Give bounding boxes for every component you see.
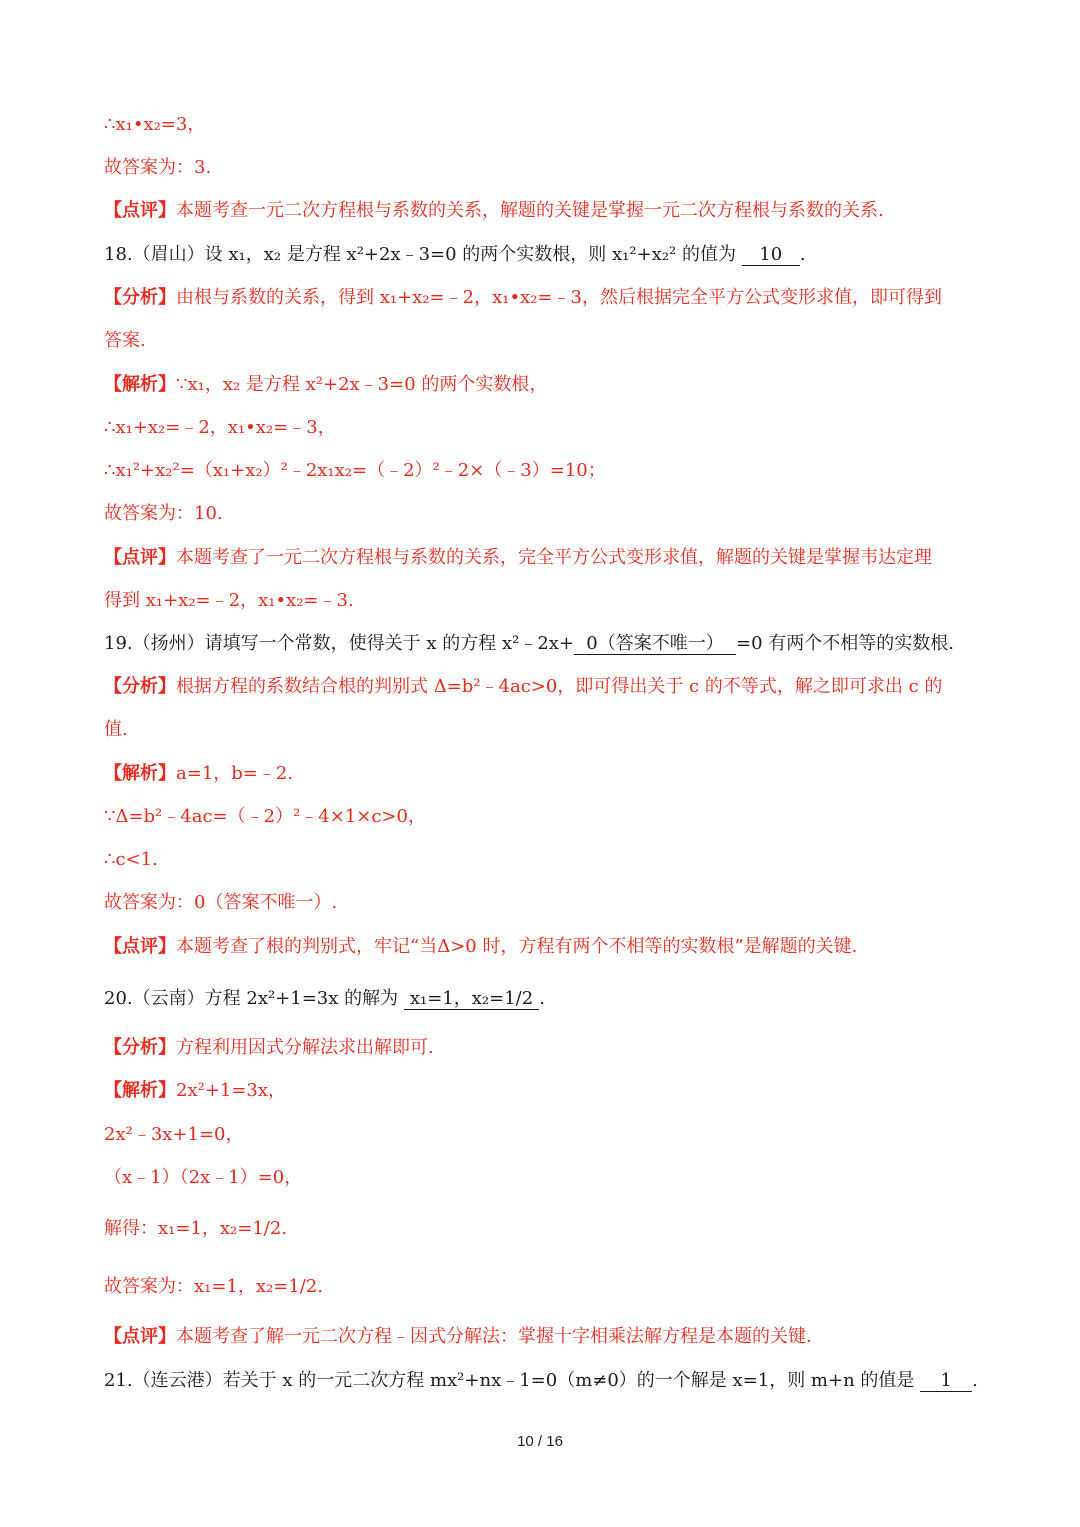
analysis-line: 答案. [104, 330, 146, 351]
question-18: 18.（眉山）设 x₁，x₂ 是方程 x²+2x﹣3=0 的两个实数根，则 x₁²+x₂² 的值为 10 . [104, 244, 806, 265]
comment-line: 【点评】本题考查了根的判别式，牢记“当Δ>0 时，方程有两个不相等的实数根”是解题的关键. [104, 936, 858, 957]
question-number: 21. [104, 1370, 133, 1391]
solution-line: 解得：x₁=1，x₂=1/2. [104, 1218, 288, 1239]
solution-line: ∴x₁²+x₂²=（x₁+x₂）²﹣2x₁x₂=（﹣2）²﹣2×（﹣3）=10； [104, 460, 606, 481]
analysis-line: 【分析】由根与系数的关系，得到 x₁+x₂=﹣2，x₁•x₂=﹣3，然后根据完全平方公式变形求值，即可得到 [104, 287, 942, 308]
analysis-tag: 【分析】 [104, 1037, 176, 1058]
question-source: （连云港） [132, 1370, 223, 1391]
solution-line: （x﹣1）（2x﹣1）=0， [104, 1167, 303, 1188]
solution-tag: 【解析】 [104, 763, 176, 784]
solution-tag: 【解析】 [104, 1080, 176, 1101]
comment-tag: 【点评】 [104, 936, 176, 957]
comment-line: 【点评】本题考查了解一元二次方程﹣因式分解法：掌握十字相乘法解方程是本题的关键. [104, 1326, 812, 1347]
answer-blank: 1 [920, 1371, 972, 1392]
answer-line: 故答案为：x₁=1，x₂=1/2. [104, 1276, 324, 1297]
solution-line: ∵Δ=b²﹣4ac=（﹣2）²﹣4×1×c>0， [104, 806, 426, 827]
answer-blank: 10 [742, 245, 800, 266]
comment-line: 【点评】本题考查了一元二次方程根与系数的关系，完全平方公式变形求值，解题的关键是掌握韦达定理 [104, 547, 932, 568]
question-source: （云南） [132, 988, 205, 1009]
answer-line: 故答案为：3. [104, 157, 212, 178]
comment-tag: 【点评】 [104, 200, 176, 221]
question-21: 21.（连云港）若关于 x 的一元二次方程 mx²+nx﹣1=0（m≠0）的一个解是 x=1，则 m+n 的值是 1 . [104, 1370, 978, 1391]
solution-line: 【解析】2x²+1=3x， [104, 1080, 287, 1101]
solution-line: 【解析】a=1，b=﹣2. [104, 763, 294, 784]
solution-line: 2x²﹣3x+1=0， [104, 1124, 244, 1145]
question-20: 20.（云南）方程 2x²+1=3x 的解为 x₁=1，x₂=1/2 . [104, 988, 545, 1009]
question-source: （扬州） [132, 633, 205, 654]
comment-tag: 【点评】 [104, 1326, 176, 1347]
question-number: 18. [104, 244, 133, 265]
analysis-line: 【分析】方程利用因式分解法求出解即可. [104, 1037, 434, 1058]
solution-line: ∴x₁•x₂=3， [104, 114, 206, 135]
question-number: 20. [104, 988, 133, 1009]
question-source: （眉山） [132, 244, 205, 265]
comment-tag: 【点评】 [104, 547, 176, 568]
comment-line: 【点评】本题考查一元二次方程根与系数的关系，解题的关键是掌握一元二次方程根与系数的关系. [104, 200, 884, 221]
solution-line: 【解析】∵x₁，x₂ 是方程 x²+2x﹣3=0 的两个实数根， [104, 374, 548, 395]
analysis-line: 值. [104, 719, 128, 740]
solution-line: ∴c<1. [104, 849, 158, 870]
solution-tag: 【解析】 [104, 374, 176, 395]
answer-blank: 0（答案不唯一） [574, 634, 736, 655]
answer-line: 故答案为：0（答案不唯一）. [104, 892, 338, 913]
question-number: 19. [104, 633, 133, 654]
comment-line: 得到 x₁+x₂=﹣2，x₁•x₂=﹣3. [104, 590, 354, 611]
question-19: 19.（扬州）请填写一个常数，使得关于 x 的方程 x²﹣2x+ 0（答案不唯一） =0 有两个不相等的实数根. [104, 633, 954, 654]
answer-line: 故答案为：10. [104, 503, 223, 524]
analysis-line: 【分析】根据方程的系数结合根的判别式 Δ=b²﹣4ac>0，即可得出关于 c 的不等式，解之即可求出 c 的 [104, 676, 943, 697]
page-indicator: 10 / 16 [517, 1433, 563, 1450]
analysis-tag: 【分析】 [104, 287, 176, 308]
analysis-tag: 【分析】 [104, 676, 176, 697]
solution-line: ∴x₁+x₂=﹣2，x₁•x₂=﹣3， [104, 417, 336, 438]
answer-blank: x₁=1，x₂=1/2 [404, 989, 539, 1010]
